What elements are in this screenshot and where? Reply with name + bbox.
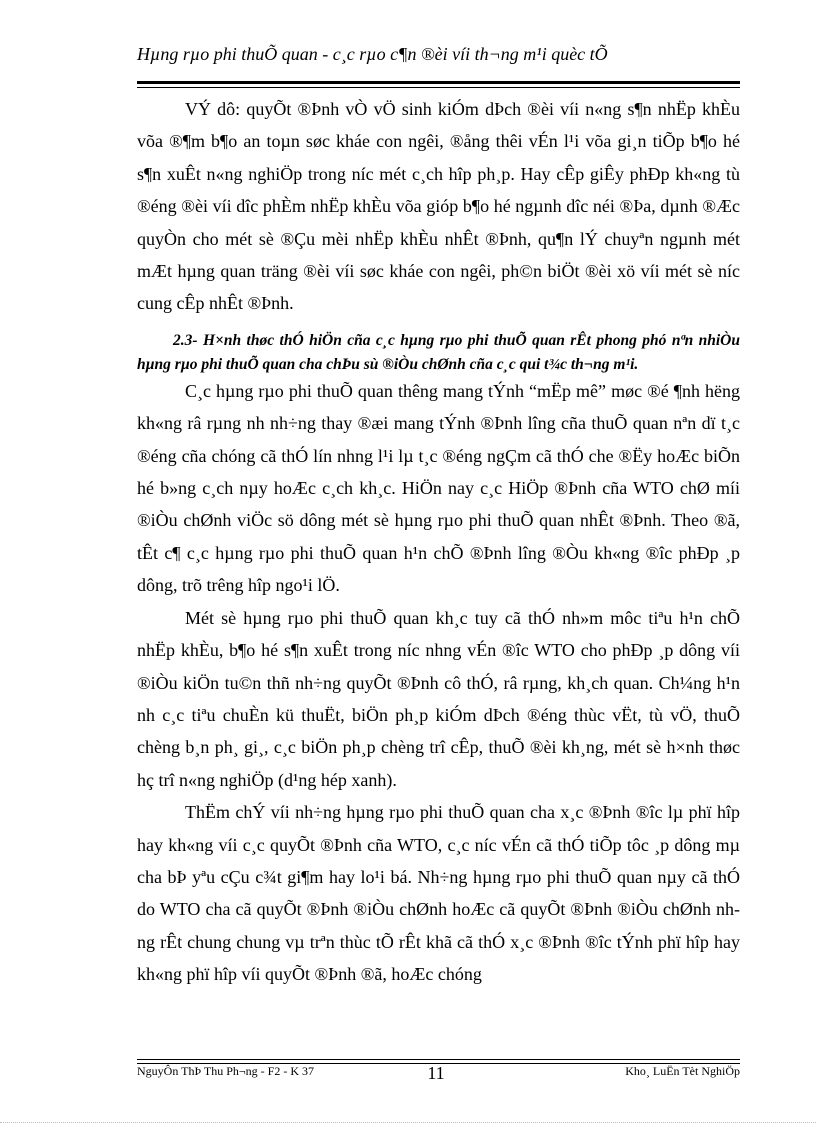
- paragraph-permitted-measures: Mét sè hµng rµo phi thuÕ quan kh¸c tuy cã thÓ nh»m môc tiªu h¹n chÕ nhËp khÈu, b¶o hé s¶n xuÊt trong níc nhng vÉn ®îc WTO cho phÐp ¸p dông víi ®iÒu kiÖn tu©n thñ nh÷ng quyÕt ®Þnh cô thÓ, râ rµng, kh¸ch quan. Ch¼ng h¹n nh c¸c tiªu chuÈn kü thuËt, biÖn ph¸p kiÓm dÞch ®éng thùc vËt, tù vÖ, thuÕ chèng b¸n ph¸ gi¸, c¸c biÖn ph¸p chèng trî cÊp, thuÕ ®èi kh¸ng, mét sè h×nh thøc hç trî n«ng nghiÖp (d¹ng hép xanh).: [137, 607, 740, 790]
- footer-document-type: Kho¸ LuËn Tèt NghiÖp: [625, 1064, 740, 1078]
- main-text: [137, 93, 740, 991]
- section-heading-2-3: 2.3- H×nh thøc thÓ hiÖn cña c¸c hµng rµo phi thuÕ quan rÊt phong phó nªn nhiÒu hµng rµo phi thuÕ quan cha chÞu sù ®iÒu chØnh cña c¸c qui t¾c th¬ng m¹i.: [137, 331, 740, 373]
- footer-author: NguyÔn ThÞ Thu Ph¬ng - F2 - K 37: [137, 1064, 315, 1078]
- page-header-title: Hµng rµo phi thuÕ quan - c¸c rµo c¶n ®èi víi th¬ng m¹i quèc tÕ: [137, 44, 608, 64]
- header-rule-thin: [137, 87, 740, 88]
- header-rule-thick: [137, 81, 740, 84]
- paragraph-example: VÝ dô: quyÕt ®Þnh vÒ vÖ sinh kiÓm dÞch ®èi víi n«ng s¶n nhËp khÈu võa ®¶m b¶o an toµn søc kháe con ngêi, ®ång thêi vÉn l¹i võa gi¸n tiÕp b¶o hé s¶n xuÊt n«ng nghiÖp trong níc mét c¸ch hîp ph¸p. Hay cÊp giÊy phÐp kh«ng tù ®éng ®èi víi dîc phÈm nhËp khÈu võa gióp b¶o hé ngµnh dîc néi ®Þa, dµnh ®Æc quyÒn cho mét sè ®Çu mèi nhËp khÈu nhÊt ®Þnh, qu¶n lÝ chuyªn ngµnh mét mÆt hµng quan träng ®èi víi søc kháe con ngêi, ph©n biÖt ®èi xö víi mét sè níc cung cÊp nhÊt ®Þnh.: [137, 99, 740, 314]
- footer-rule-top: [137, 1059, 740, 1060]
- page-number: 11: [427, 1063, 445, 1083]
- paragraph-unregulated-measures: ThËm chÝ víi nh÷ng hµng rµo phi thuÕ quan cha x¸c ®Þnh ®îc lµ phï hîp hay kh«ng víi c¸c quyÕt ®Þnh cña WTO, c¸c níc vÉn cã thÓ tiÕp tôc ¸p dông mµ cha bÞ yªu cÇu c¾t gi¶m hay lo¹i bá. Nh÷ng hµng rµo phi thuÕ quan nµy cã thÓ do WTO cha cã quyÕt ®Þnh ®iÒu chØnh hoÆc cã quyÕt ®Þnh ®iÒu chØnh nhng rÊt chung chung vµ trªn thùc tÕ rÊt khã cã thÓ x¸c ®Þnh ®îc tÝnh phï hîp hay kh«ng phï hîp víi quyÕt ®Þnh ®ã, hoÆc chóng: [137, 802, 740, 985]
- paragraph-ambiguity: C¸c hµng rµo phi thuÕ quan thêng mang tÝnh “mËp mê” møc ®é ¶nh hëng kh«ng râ rµng nh nh÷ng thay ®æi mang tÝnh ®Þnh lîng cña thuÕ quan nªn dï t¸c ®éng cña chóng cã thÓ lín nhng l¹i lµ t¸c ®éng ngÇm cã thÓ che ®Ëy hoÆc biÕn hé b»ng c¸ch nµy hoÆc c¸ch kh¸c. HiÖn nay c¸c HiÖp ®Þnh cña WTO chØ míi ®iÒu chØnh viÖc sö dông mét sè hµng rµo phi thuÕ quan nhÊt ®Þnh. Theo ®ã, tÊt c¶ c¸c hµng rµo phi thuÕ quan h¹n chÕ ®Þnh lîng ®Òu kh«ng ®îc phÐp ¸p dông, trõ trêng hîp ngo¹i lÖ.: [137, 380, 740, 596]
